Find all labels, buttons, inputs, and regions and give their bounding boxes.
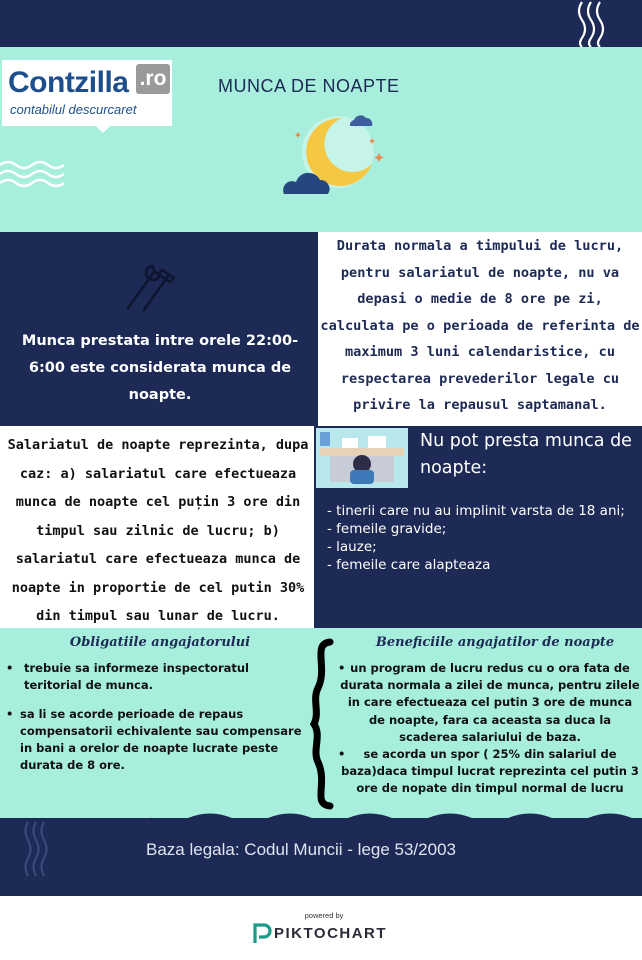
logo-tail [96, 126, 110, 133]
logo-tagline: contabilul descurcaret [10, 102, 137, 117]
brand-logo [2, 60, 172, 126]
squiggle-decoration-icon [22, 820, 54, 878]
legal-basis-text: Baza legala: Codul Muncii - lege 53/2003 [146, 840, 456, 859]
night-employee-text: Salariatul de noapte reprezinta, dupa caz: a) salariatul care efectueaza munca de noapte cel puțin 3 ore din timpul sau zilnic de lucru; b) salariatul care efectueaza munca de noapte in proportie de cel putin 30% din timpul sau lunar de lucru. [7, 437, 309, 624]
cannot-work-list [327, 502, 637, 574]
list-item: • sa li se acorde perioade de repaus compensatorii echivalente sau compensare in bani a orelor de noapte lucrate peste durata de 8 ore. [6, 707, 302, 772]
powered-by-label: powered by [304, 911, 344, 920]
waves-icon [0, 158, 70, 188]
piktochart-logo-icon[interactable] [252, 922, 272, 944]
logo-tld: .ro [136, 64, 170, 94]
bullet-icon: • [6, 661, 14, 675]
list-item: • trebuie sa informeze inspectoratul teritorial de munca. [6, 661, 250, 692]
benefits-list [340, 660, 640, 798]
logo-name: Contzilla [8, 66, 129, 99]
night-hours-text: Munca prestata intre orele 22:00-6:00 este considerata munca de noapte. [21, 333, 299, 403]
page-title: MUNCA DE NOAPTE [218, 76, 400, 96]
list-item: - lauze; [327, 539, 377, 555]
wave-decoration-icon [150, 812, 642, 834]
list-item: - femeile care alapteaza [327, 557, 491, 573]
obligations-title: Obligatiile angajatorului [69, 635, 251, 650]
moon-icon [280, 108, 390, 200]
list-item: - tinerii care nu au implinit varsta de 18 ani; [327, 503, 625, 519]
bullet-icon: • [6, 707, 14, 721]
bullet-icon: • [338, 747, 346, 762]
list-item: • se acorda un spor ( 25% din salariul de baza)daca timpul lucrat reprezinta cel putin 3 ore de nopate din timpul normal de lucru [338, 747, 639, 796]
benefits-title: Beneficiile angajatilor de noapte [375, 635, 615, 650]
list-item: - femeile gravide; [327, 521, 447, 537]
list-item: • un program de lucru redus cu o ora fata de durata normala a zilei de munca, pentru zilele in care efectueaza cel putin 3 ore de munca de noapte, fara ca aceasta sa duca la scaderea salariului de baza. [338, 661, 640, 744]
piktochart-brand-link[interactable]: PIKTOCHART [274, 925, 388, 942]
cannot-work-title: Nu pot presta munca de noapte: [420, 431, 632, 478]
tools-icon [122, 258, 182, 314]
desk-worker-icon [316, 428, 408, 488]
bullet-icon: • [338, 661, 346, 675]
obligations-list [6, 660, 306, 786]
duration-text: Durata normala a timpului de lucru, pentru salariatul de noapte, nu va depasi o medie de 8 ore pe zi, calculata pe o perioada de referinta de maximum 3 luni calendaristice, cu respectarea prevederilor legale cu privire la repausul saptamanal. [320, 238, 640, 413]
squiggle-decoration-icon [574, 0, 610, 47]
top-bar [0, 0, 642, 47]
